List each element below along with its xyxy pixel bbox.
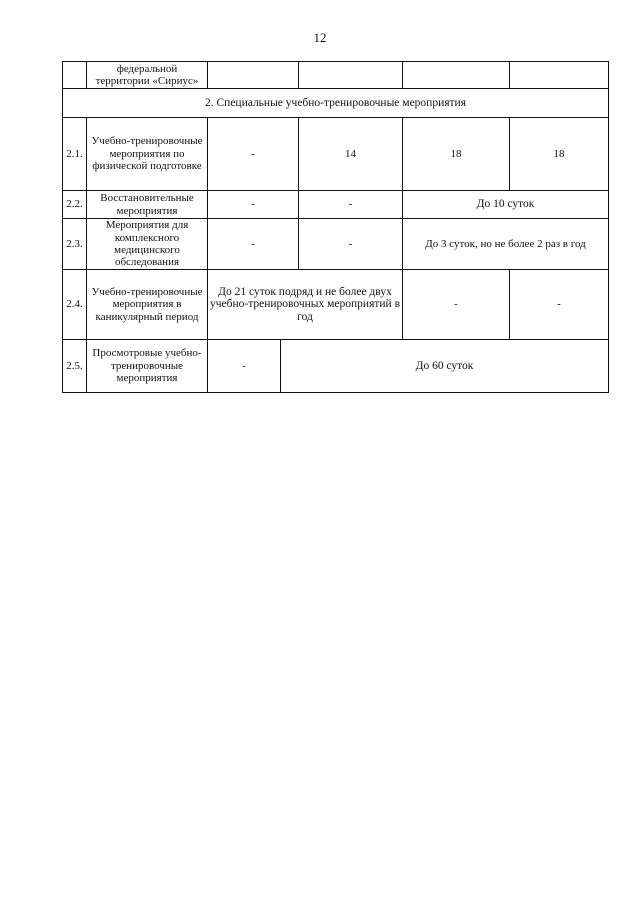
cell-col2: 14 <box>299 118 403 191</box>
table-row <box>63 118 609 191</box>
cell-col2 <box>299 62 403 89</box>
cell-col3 <box>403 62 510 89</box>
cell-num: 2.4. <box>63 270 87 340</box>
page-number: 12 <box>313 30 327 45</box>
cell-event-name: Просмотровые учебно-тренировочные мероприятия <box>87 340 208 393</box>
cell-event-name: Мероприятия для комплексного медицинского обследования <box>87 219 208 270</box>
cell-col1: - <box>208 118 299 191</box>
cell-col1 <box>208 62 299 89</box>
table-row-continuation <box>63 62 609 89</box>
training-events-table <box>62 61 609 393</box>
table-row <box>63 270 609 340</box>
cell-num: 2.2. <box>63 191 87 219</box>
table-row <box>63 219 609 270</box>
cell-col1: - <box>208 191 299 219</box>
cell-col3-4-merged: До 3 суток, но не более 2 раз в год <box>403 219 609 270</box>
table-row <box>63 340 609 393</box>
cell-col3-4-merged: До 10 суток <box>403 191 609 219</box>
cell-col4: 18 <box>510 118 609 191</box>
cell-num: 2.5. <box>63 340 87 393</box>
cell-event-name: Учебно-тренировочные мероприятия по физической подготовке <box>87 118 208 191</box>
cell-col1: - <box>208 219 299 270</box>
cell-num <box>63 62 87 89</box>
cell-event-name: Учебно-тренировочные мероприятия в каникулярный период <box>87 270 208 340</box>
table-row <box>63 191 609 219</box>
cell-num: 2.3. <box>63 219 87 270</box>
section-title: 2. Специальные учебно-тренировочные мероприятия <box>63 89 609 118</box>
table-section-row <box>63 89 609 118</box>
cell-col2-4-merged: До 60 суток <box>281 340 609 393</box>
cell-event-name: Восстановительные мероприятия <box>87 191 208 219</box>
cell-col3: - <box>403 270 510 340</box>
cell-col2: - <box>299 191 403 219</box>
cell-col2: - <box>299 219 403 270</box>
cell-col1-2-merged: До 21 суток подряд и не более двух учебно-тренировочных мероприятий в год <box>208 270 403 340</box>
cell-col4: - <box>510 270 609 340</box>
cell-event-name: федеральной территории «Сириус» <box>87 62 208 89</box>
cell-col4 <box>510 62 609 89</box>
cell-col3: 18 <box>403 118 510 191</box>
cell-col1: - <box>208 340 281 393</box>
cell-num: 2.1. <box>63 118 87 191</box>
